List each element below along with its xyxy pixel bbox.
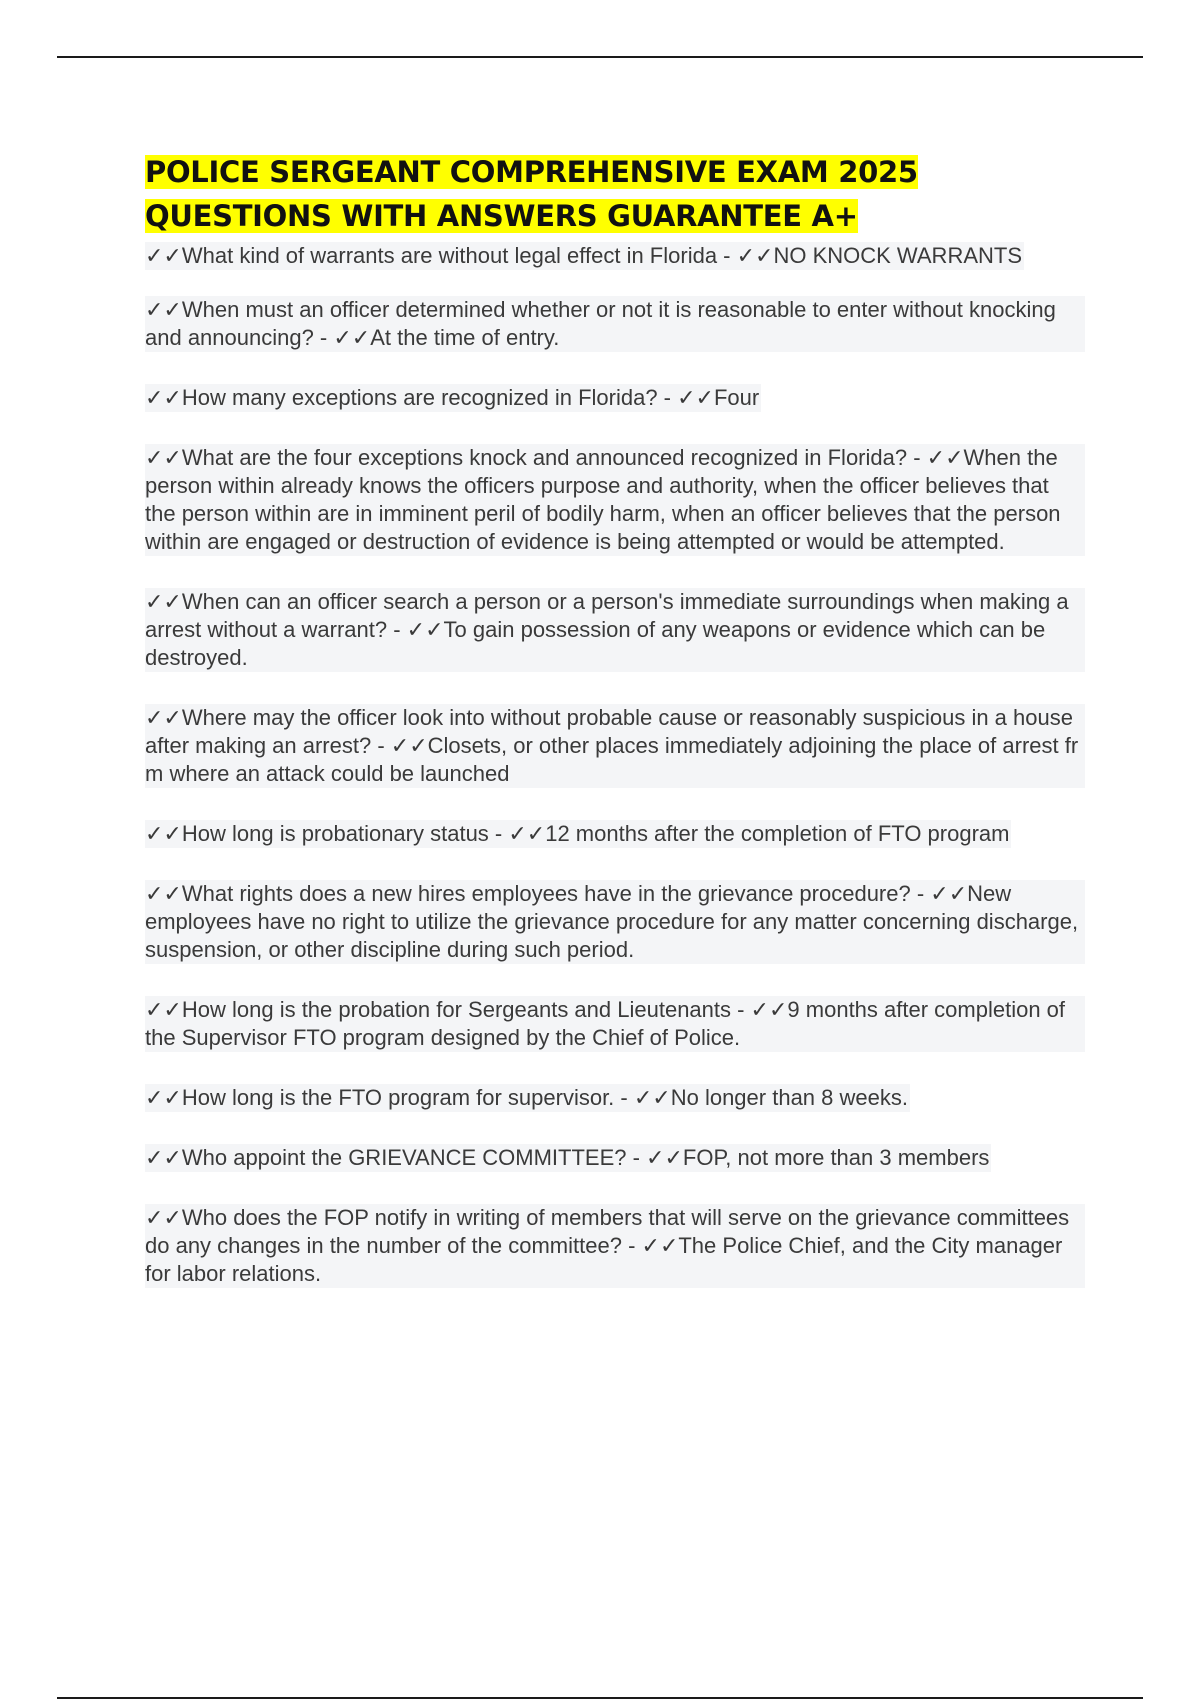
qa-text: ✓✓What are the four exceptions knock and announced recognized in Florida? - ✓✓When the person within already knows the officers purpose and authority, when the officer believes that the person within are in imminent peril of bodily harm, when an officer believes that the person within are engaged or destruction of evidence is being attempted or would be attempted. [145, 444, 1085, 556]
qa-item [145, 880, 1085, 996]
qa-text: ✓✓What rights does a new hires employees have in the grievance procedure? - ✓✓New employees have no right to utilize the grievance procedure for any matter concerning discharge, suspension, or other discipline during such period. [145, 880, 1085, 964]
qa-item [145, 242, 1085, 296]
qa-item [145, 588, 1085, 704]
qa-text: ✓✓When can an officer search a person or a person's immediate surroundings when making a arrest without a warrant? - ✓✓To gain possession of any weapons or evidence which can be destroyed. [145, 588, 1085, 672]
document-title [145, 150, 935, 238]
bottom-divider [57, 1697, 1143, 1699]
qa-text: ✓✓How long is probationary status - ✓✓12 months after the completion of FTO program [145, 821, 1010, 846]
qa-item [145, 1084, 1085, 1144]
qa-text: ✓✓How long is the probation for Sergeants and Lieutenants - ✓✓9 months after completion of the Supervisor FTO program designed by the Chief of Police. [145, 996, 1085, 1052]
qa-item [145, 1204, 1085, 1320]
title-line-1: POLICE SERGEANT COMPREHENSIVE EXAM 2025 [145, 155, 918, 189]
qa-item [145, 384, 1085, 444]
qa-text: ✓✓How many exceptions are recognized in Florida? - ✓✓Four [145, 385, 760, 410]
qa-text: ✓✓Who does the FOP notify in writing of members that will serve on the grievance committees do any changes in the number of the committee? - ✓✓The Police Chief, and the City manager for labor relations. [145, 1204, 1085, 1288]
qa-item [145, 704, 1085, 820]
document-body [145, 150, 1085, 1320]
qa-item [145, 996, 1085, 1084]
top-divider [57, 56, 1143, 58]
qa-item [145, 820, 1085, 880]
qa-text: ✓✓Where may the officer look into without probable cause or reasonably suspicious in a house after making an arrest? - ✓✓Closets, or other places immediately adjoining the place of arrest fr m where an attack could be launched [145, 704, 1085, 788]
qa-item [145, 1144, 1085, 1204]
qa-item [145, 296, 1085, 384]
qa-item [145, 444, 1085, 588]
qa-text: ✓✓Who appoint the GRIEVANCE COMMITTEE? - ✓✓FOP, not more than 3 members [145, 1145, 990, 1170]
qa-text: ✓✓How long is the FTO program for supervisor. - ✓✓No longer than 8 weeks. [145, 1085, 908, 1110]
qa-text: ✓✓What kind of warrants are without legal effect in Florida - ✓✓NO KNOCK WARRANTS [145, 243, 1023, 268]
qa-text: ✓✓When must an officer determined whether or not it is reasonable to enter without knocking and announcing? - ✓✓At the time of entry. [145, 296, 1085, 352]
title-line-2: QUESTIONS WITH ANSWERS GUARANTEE A+ [145, 199, 858, 233]
